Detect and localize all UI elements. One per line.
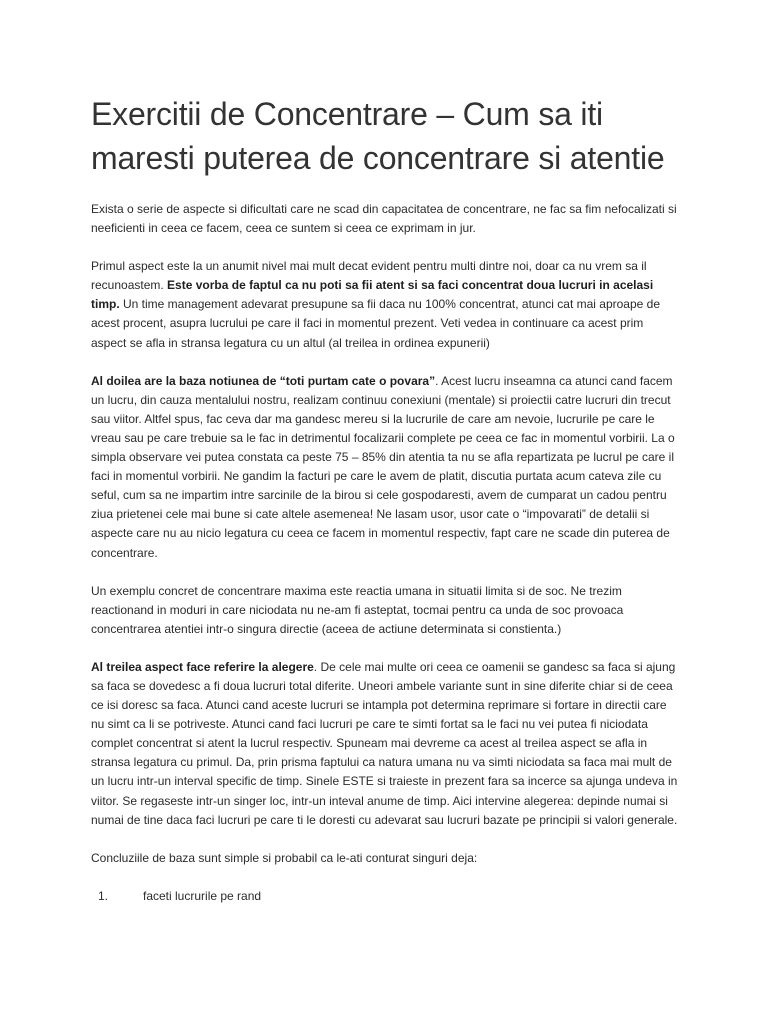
paragraph-text: . Acest lucru inseamna ca atunci cand facem un lucru, din cauza mentalului nostru, realizam continuu conexiuni (mentale) si proiectii catre lucruri din trecut sau viitor. Altfel spus, fac ceva dar ma gandesc mereu si la lucrurile de care am nevoie, lucrurile pe care le vreau sau pe care trebuie sa le fac in detrimentul focalizarii complete pe ceea ce fac in momentul vorbirii. La o simpla observare vei putea constata ca peste 75 – 85% din atentia ta nu se afla repartizata pe lucrul pe care il faci in momentul vorbirii. Ne gandim la facturi pe care le avem de platit, discutia purtata acum cateva zile cu seful, cum sa ne impartim intre sarcinile de la birou si cele gospodaresti, avem de cumparat un cadou pentru ziua prietenei cele mai bune si cate altele asemenea! Ne lasam usor, usor cate o “impovarati” de detalii si aspecte care nu au nicio legatura cu ceea ce facem in momentul respectiv, fapt care ne scade din puterea de concentrare. [91, 373, 675, 560]
list-item-number: 1. [98, 888, 109, 903]
document-page [91, 92, 681, 906]
paragraph-second-aspect [91, 372, 681, 563]
paragraph-first-aspect [91, 257, 681, 352]
article-body [91, 200, 681, 906]
paragraph-text: Primul aspect este la un anumit nivel mai mult decat evident pentru multi dintre noi, doar ca nu vrem sa il recunoastem. [91, 259, 647, 293]
bold-statement: Este vorba de faptul ca nu poti sa fii atent si sa faci concentrat doua lucruri in acelasi timp. [91, 278, 654, 312]
paragraph-text: . De cele mai multe ori ceea ce oamenii se gandesc sa faca si ajung sa faca se dovedesc a fi doua lucruri total diferite. Uneori ambele variante sunt in sine diferite chiar si de ceea ce isi doresc sa faca. Atunci cand aceste lucruri se intampla pot determina reprimare si fortare in directii care nu simt ca li se potriveste. Atunci cand faci lucruri pe care te simti fortat sa le faci nu vei putea fi niciodata complet concentrat si atent la lucrul respectiv. Spuneam mai devreme ca acest al treilea aspect se afla in stransa legatura cu primul. Da, prin prisma faptului ca natura umana nu va simti niciodata sa faca mai mult de un lucru intr-un interval specific de timp. Sinele ESTE si traieste in prezent fara sa incerce sa ajunga undeva in viitor. Se regaseste intr-un singer loc, intr-un inteval anume de timp. Aici intervine alegerea: depinde numai si numai de tine daca faci lucruri pe care ti le doresti cu adevarat sau lucruri bazate pe principii si valori generale. [91, 659, 678, 827]
conclusion-list [91, 887, 681, 906]
paragraph-third-aspect [91, 658, 681, 830]
paragraph-example: Un exemplu concret de concentrare maxima este reactia umana in situatii limita si de soc. Ne trezim reactionand in moduri in care niciodata nu ne-am fi asteptat, tocmai pentru ca unda de soc provoaca concentrarea atentiei intr-o singura directie (aceea de actiune determinata si constienta.) [91, 583, 624, 636]
paragraph-text: Un time management adevarat presupune sa fii daca nu 100% concentrat, atunci cat mai aproape de acest procent, asupra lucrului pe care il faci in momentul prezent. Veti vedea in continuare ca acest prim aspect se afla in stransa legatura cu un altul (al treilea in ordinea expunerii) [91, 297, 660, 350]
list-item [91, 887, 681, 906]
paragraph-conclusion: Concluziile de baza sunt simple si probabil ca le-ati conturat singuri deja: [91, 850, 478, 865]
list-item-text: faceti lucrurile pe rand [143, 888, 262, 903]
bold-statement: Al treilea aspect face referire la alegere [91, 659, 314, 674]
intro-paragraph: Exista o serie de aspecte si dificultati care ne scad din capacitatea de concentrare, ne fac sa fim nefocalizati si neeficienti in ceea ce facem, ceea ce suntem si ceea ce exprimam in jur. [91, 202, 677, 236]
bold-statement: Al doilea are la baza notiunea de “toti purtam cate o povara” [91, 373, 436, 388]
article-title: Exercitii de Concentrare – Cum sa iti maresti puterea de concentrare si atentie [91, 96, 665, 176]
